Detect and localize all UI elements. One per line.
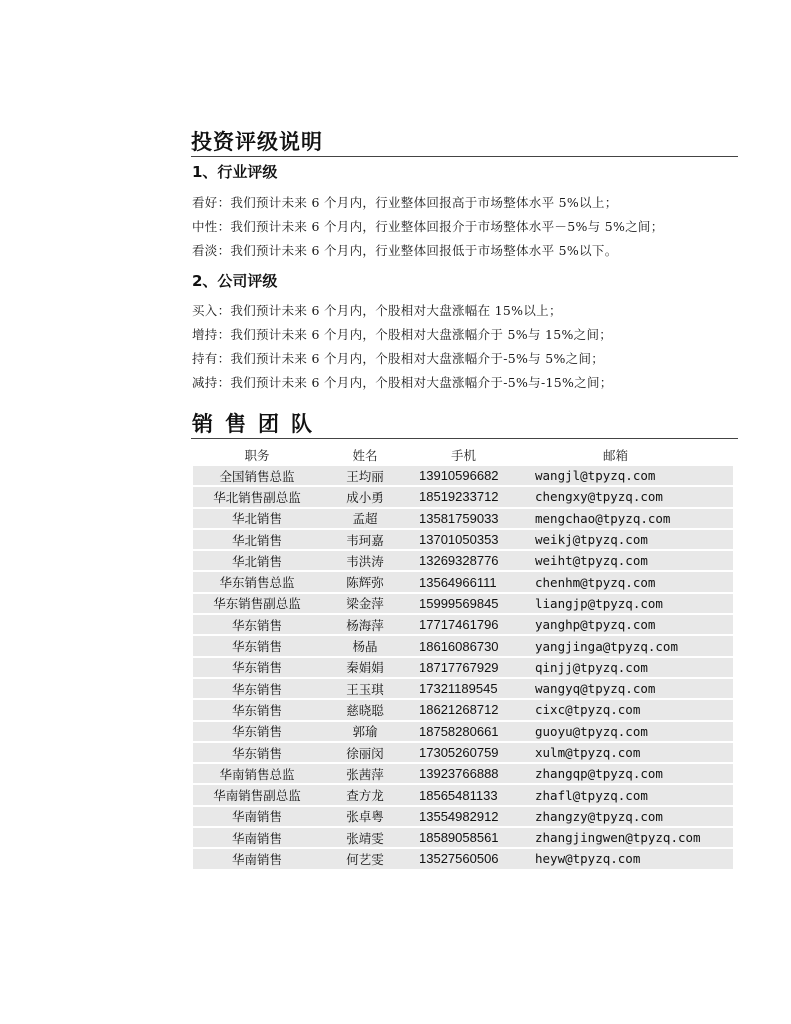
- email-cell: zhangzy@tpyzq.com: [525, 807, 733, 826]
- table-row: [193, 849, 733, 868]
- phone-cell: 18717767929: [409, 658, 525, 677]
- role-cell: 华北销售: [193, 530, 321, 549]
- name-cell: 何艺雯: [321, 849, 409, 868]
- phone-cell: 18621268712: [409, 700, 525, 719]
- role-cell: 华南销售副总监: [193, 785, 321, 804]
- industry-rating-line: 看淡：我们预计未来 6 个月内，行业整体回报低于市场整体水平 5%以下。: [192, 243, 618, 258]
- email-cell: wangyq@tpyzq.com: [525, 679, 733, 698]
- email-cell: weikj@tpyzq.com: [525, 530, 733, 549]
- name-cell: 孟超: [321, 509, 409, 528]
- phone-cell: 18758280661: [409, 722, 525, 741]
- table-row: [193, 636, 733, 655]
- table-header-row: [193, 445, 733, 464]
- phone-cell: 13564966111: [409, 572, 525, 591]
- phone-cell: 18589058561: [409, 828, 525, 847]
- role-cell: 华南销售: [193, 828, 321, 847]
- email-cell: chengxy@tpyzq.com: [525, 487, 733, 506]
- name-cell: 韦洪涛: [321, 551, 409, 570]
- team-title-rule: [191, 438, 738, 439]
- role-cell: 华东销售: [193, 722, 321, 741]
- name-cell: 王均丽: [321, 466, 409, 485]
- email-cell: xulm@tpyzq.com: [525, 743, 733, 762]
- phone-cell: 13554982912: [409, 807, 525, 826]
- name-cell: 王玉琪: [321, 679, 409, 698]
- email-cell: weiht@tpyzq.com: [525, 551, 733, 570]
- table-row: [193, 594, 733, 613]
- phone-cell: 13581759033: [409, 509, 525, 528]
- phone-cell: 15999569845: [409, 594, 525, 613]
- role-cell: 华东销售: [193, 743, 321, 762]
- phone-cell: 18616086730: [409, 636, 525, 655]
- role-cell: 华南销售总监: [193, 764, 321, 783]
- table-row: [193, 807, 733, 826]
- team-section-title: 销售团队: [192, 411, 324, 436]
- role-cell: 华东销售: [193, 700, 321, 719]
- name-cell: 陈辉弥: [321, 572, 409, 591]
- table-row: [193, 743, 733, 762]
- company-rating-heading: 2、公司评级: [192, 272, 278, 290]
- industry-rating-heading: 1、行业评级: [192, 163, 278, 181]
- table-row: [193, 615, 733, 634]
- email-cell: zhangqp@tpyzq.com: [525, 764, 733, 783]
- sales-team-table: [193, 443, 733, 871]
- table-row: [193, 700, 733, 719]
- column-header-role: 职务: [244, 447, 270, 463]
- role-cell: 华东销售总监: [193, 572, 321, 591]
- phone-cell: 17305260759: [409, 743, 525, 762]
- table-row: [193, 828, 733, 847]
- phone-cell: 13701050353: [409, 530, 525, 549]
- table-row: [193, 466, 733, 485]
- phone-cell: 18519233712: [409, 487, 525, 506]
- name-cell: 徐丽闵: [321, 743, 409, 762]
- email-cell: zhafl@tpyzq.com: [525, 785, 733, 804]
- column-header-phone: 手机: [451, 447, 477, 463]
- name-cell: 杨海萍: [321, 615, 409, 634]
- phone-cell: 13923766888: [409, 764, 525, 783]
- phone-cell: 17717461796: [409, 615, 525, 634]
- email-cell: liangjp@tpyzq.com: [525, 594, 733, 613]
- phone-cell: 18565481133: [409, 785, 525, 804]
- role-cell: 华东销售: [193, 636, 321, 655]
- email-cell: yanghp@tpyzq.com: [525, 615, 733, 634]
- role-cell: 华南销售: [193, 849, 321, 868]
- email-cell: cixc@tpyzq.com: [525, 700, 733, 719]
- email-cell: qinjj@tpyzq.com: [525, 658, 733, 677]
- table-row: [193, 658, 733, 677]
- table-row: [193, 679, 733, 698]
- email-cell: chenhm@tpyzq.com: [525, 572, 733, 591]
- email-cell: mengchao@tpyzq.com: [525, 509, 733, 528]
- rating-section-title: 投资评级说明: [191, 129, 323, 154]
- industry-rating-line: 看好：我们预计未来 6 个月内，行业整体回报高于市场整体水平 5%以上；: [192, 195, 618, 210]
- table-row: [193, 487, 733, 506]
- name-cell: 秦娟娟: [321, 658, 409, 677]
- name-cell: 韦珂嘉: [321, 530, 409, 549]
- name-cell: 成小勇: [321, 487, 409, 506]
- role-cell: 全国销售总监: [193, 466, 321, 485]
- company-rating-line: 增持：我们预计未来 6 个月内，个股相对大盘涨幅介于 5%与 15%之间；: [192, 327, 613, 342]
- table-row: [193, 785, 733, 804]
- email-cell: yangjinga@tpyzq.com: [525, 636, 733, 655]
- column-header-name: 姓名: [352, 447, 378, 463]
- email-cell: wangjl@tpyzq.com: [525, 466, 733, 485]
- title-rule: [191, 156, 738, 157]
- column-header-email: 邮箱: [603, 447, 629, 463]
- role-cell: 华北销售: [193, 509, 321, 528]
- name-cell: 梁金萍: [321, 594, 409, 613]
- email-cell: zhangjingwen@tpyzq.com: [525, 828, 733, 847]
- table-row: [193, 509, 733, 528]
- role-cell: 华东销售: [193, 658, 321, 677]
- email-cell: heyw@tpyzq.com: [525, 849, 733, 868]
- role-cell: 华南销售: [193, 807, 321, 826]
- name-cell: 张靖雯: [321, 828, 409, 847]
- table-row: [193, 722, 733, 741]
- industry-rating-line: 中性：我们预计未来 6 个月内，行业整体回报介于市场整体水平－5%与 5%之间；: [192, 219, 664, 234]
- company-rating-line: 减持：我们预计未来 6 个月内，个股相对大盘涨幅介于-5%与-15%之间；: [192, 375, 613, 390]
- phone-cell: 13269328776: [409, 551, 525, 570]
- name-cell: 郭瑜: [321, 722, 409, 741]
- company-rating-line: 买入：我们预计未来 6 个月内，个股相对大盘涨幅在 15%以上；: [192, 303, 562, 318]
- table-body: [193, 466, 733, 869]
- name-cell: 张茜萍: [321, 764, 409, 783]
- role-cell: 华东销售: [193, 679, 321, 698]
- role-cell: 华东销售: [193, 615, 321, 634]
- phone-cell: 13910596682: [409, 466, 525, 485]
- phone-cell: 17321189545: [409, 679, 525, 698]
- phone-cell: 13527560506: [409, 849, 525, 868]
- name-cell: 慈晓聪: [321, 700, 409, 719]
- role-cell: 华北销售: [193, 551, 321, 570]
- company-rating-line: 持有：我们预计未来 6 个月内，个股相对大盘涨幅介于-5%与 5%之间；: [192, 351, 605, 366]
- role-cell: 华北销售副总监: [193, 487, 321, 506]
- table-row: [193, 764, 733, 783]
- table-row: [193, 572, 733, 591]
- email-cell: guoyu@tpyzq.com: [525, 722, 733, 741]
- name-cell: 杨晶: [321, 636, 409, 655]
- role-cell: 华东销售副总监: [193, 594, 321, 613]
- name-cell: 张卓粤: [321, 807, 409, 826]
- table-row: [193, 530, 733, 549]
- table-row: [193, 551, 733, 570]
- name-cell: 查方龙: [321, 785, 409, 804]
